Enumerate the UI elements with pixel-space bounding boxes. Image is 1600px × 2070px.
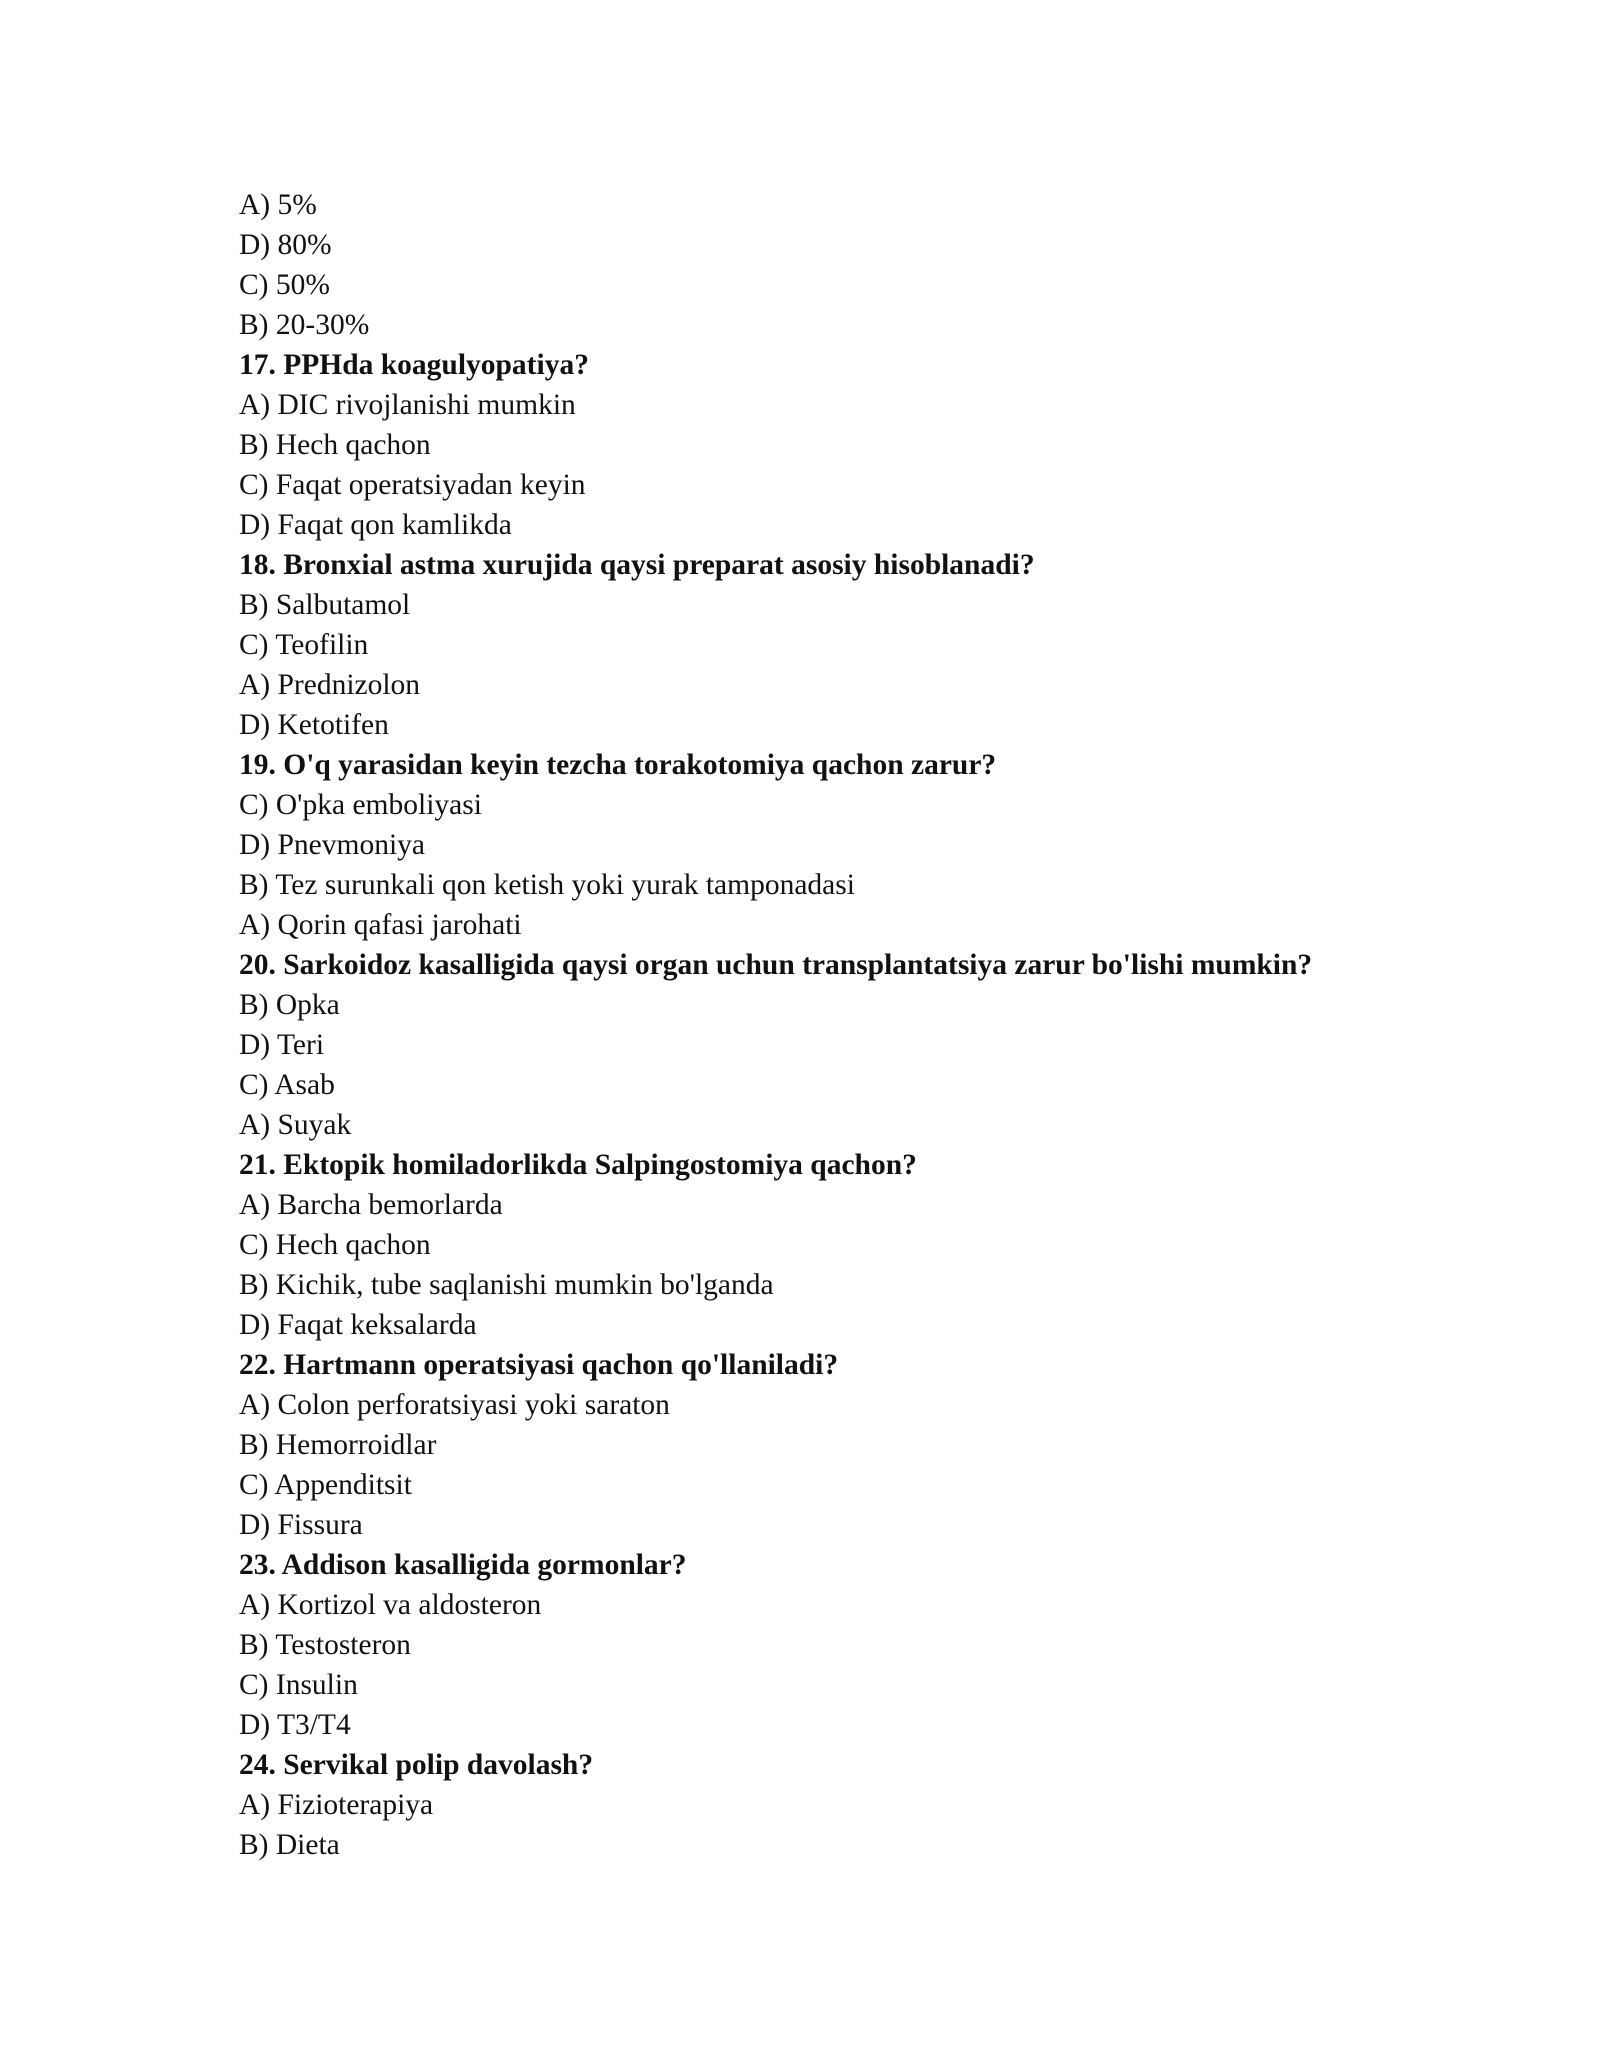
answer-option: B) Kichik, tube saqlanishi mumkin bo'lganda xyxy=(239,1269,774,1301)
answer-option: B) Dieta xyxy=(239,1829,340,1861)
answer-option: C) O'pka emboliyasi xyxy=(239,789,482,821)
answer-option: A) 5% xyxy=(239,189,317,221)
question-text: 24. Servikal polip davolash? xyxy=(239,1749,594,1781)
document-page xyxy=(239,185,1479,1865)
answer-option: D) Faqat keksalarda xyxy=(239,1309,477,1341)
answer-option: D) T3/T4 xyxy=(239,1709,351,1741)
answer-option: D) Teri xyxy=(239,1029,325,1061)
answer-option: A) Kortizol va aldosteron xyxy=(239,1589,542,1621)
answer-option: C) Asab xyxy=(239,1069,335,1101)
answer-option: C) Appenditsit xyxy=(239,1469,412,1501)
answer-option: A) Barcha bemorlarda xyxy=(239,1189,503,1221)
question-text: 18. Bronxial astma xurujida qaysi preparat asosiy hisoblanadi? xyxy=(239,549,1035,581)
answer-option: C) Teofilin xyxy=(239,629,369,661)
answer-option: B) Hemorroidlar xyxy=(239,1429,437,1461)
answer-option: C) Insulin xyxy=(239,1669,358,1701)
answer-option: B) Hech qachon xyxy=(239,429,431,461)
answer-option: A) Prednizolon xyxy=(239,669,421,701)
answer-option: D) Pnevmoniya xyxy=(239,829,425,861)
question-text: 19. O'q yarasidan keyin tezcha torakotomiya qachon zarur? xyxy=(239,749,997,781)
question-text: 20. Sarkoidoz kasalligida qaysi organ uchun transplantatsiya zarur bo'lishi mumkin? xyxy=(239,949,1313,981)
answer-option: D) Fissura xyxy=(239,1509,363,1541)
answer-option: C) Hech qachon xyxy=(239,1229,431,1261)
question-text: 21. Ektopik homiladorlikda Salpingostomiya qachon? xyxy=(239,1149,917,1181)
answer-option: D) 80% xyxy=(239,229,332,261)
answer-option: B) Opka xyxy=(239,989,340,1021)
answer-option: B) Tez surunkali qon ketish yoki yurak tamponadasi xyxy=(239,869,855,901)
answer-option: B) Testosteron xyxy=(239,1629,411,1661)
answer-option: B) 20-30% xyxy=(239,309,370,341)
answer-option: A) Fizioterapiya xyxy=(239,1789,434,1821)
answer-option: A) DIC rivojlanishi mumkin xyxy=(239,389,576,421)
answer-option: C) Faqat operatsiyadan keyin xyxy=(239,469,586,501)
answer-option: A) Qorin qafasi jarohati xyxy=(239,909,522,941)
answer-option: D) Faqat qon kamlikda xyxy=(239,509,512,541)
answer-option: D) Ketotifen xyxy=(239,709,389,741)
answer-option: B) Salbutamol xyxy=(239,589,411,621)
answer-option: A) Colon perforatsiyasi yoki saraton xyxy=(239,1389,670,1421)
question-text: 22. Hartmann operatsiyasi qachon qo'llaniladi? xyxy=(239,1349,839,1381)
answer-option: C) 50% xyxy=(239,269,330,301)
question-text: 23. Addison kasalligida gormonlar? xyxy=(239,1549,687,1581)
answer-option: A) Suyak xyxy=(239,1109,352,1141)
question-text: 17. PPHda koagulyopatiya? xyxy=(239,349,589,381)
